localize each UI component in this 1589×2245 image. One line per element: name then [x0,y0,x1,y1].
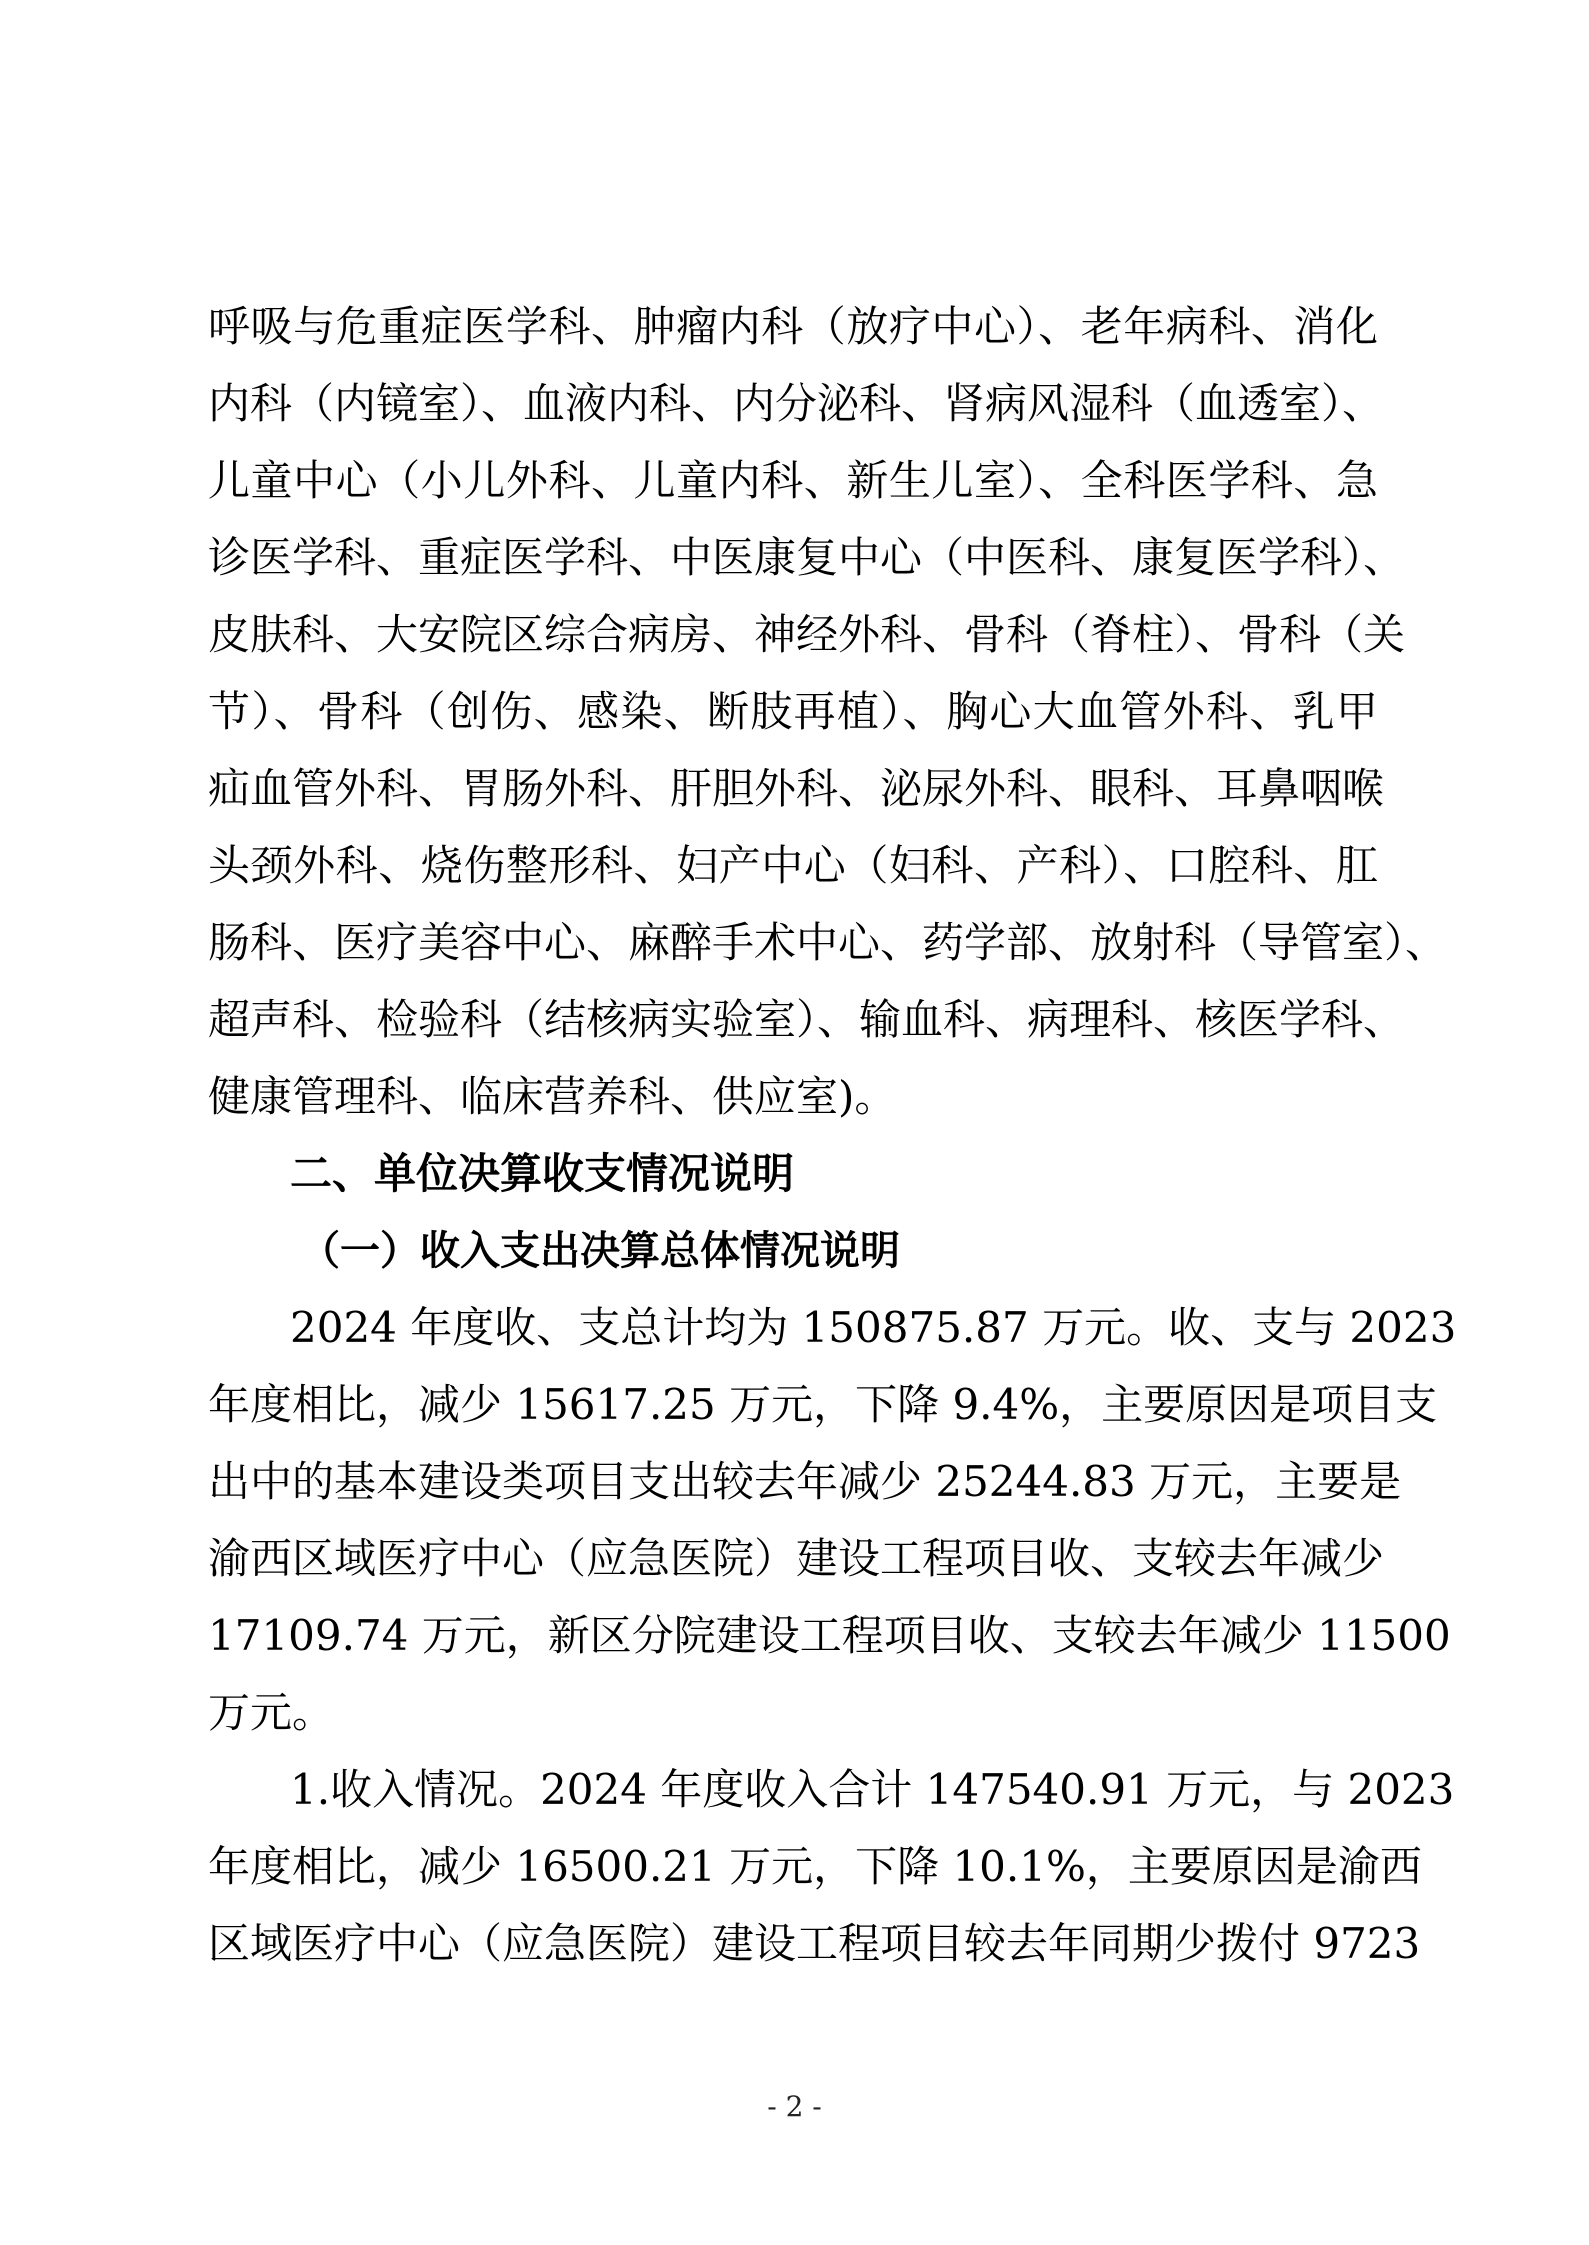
body-line: 超声科、检验科（结核病实验室）、输血科、病理科、核医学科、 [208,995,1406,1044]
paragraph-line: 年度相比，减少 15617.25 万元，下降 9.4%，主要原因是项目支 [208,1380,1438,1429]
body-line: 内科（内镜室）、血液内科、内分泌科、肾病风湿科（血透室）、 [208,379,1385,428]
body-line: 皮肤科、大安院区综合病房、神经外科、骨科（脊柱）、骨科（关 [208,610,1406,659]
paragraph-line: 年度相比，减少 16500.21 万元，下降 10.1%，主要原因是渝西 [208,1842,1422,1891]
paragraph-line: 1.收入情况。2024 年度收入合计 147540.91 万元，与 2023 [290,1765,1455,1814]
body-line: 诊医学科、重症医学科、中医康复中心（中医科、康复医学科）、 [208,533,1406,582]
sub-heading: （一）收入支出决算总体情况说明 [300,1227,900,1274]
paragraph-line: 17109.74 万元，新区分院建设工程项目收、支较去年减少 11500 [208,1611,1451,1660]
paragraph-line: 2024 年度收、支总计均为 150875.87 万元。收、支与 2023 [290,1303,1457,1352]
body-line: 呼吸与危重症医学科、肿瘤内科（放疗中心）、老年病科、消化 [208,302,1378,351]
section-heading: 二、单位决算收支情况说明 [290,1149,795,1198]
body-line: 肠科、医疗美容中心、麻醉手术中心、药学部、放射科（导管室）、 [208,918,1448,967]
paragraph-line: 万元。 [208,1688,335,1737]
body-line: 儿童中心（小儿外科、儿童内科、新生儿室）、全科医学科、急 [208,456,1378,505]
paragraph-line: 渝西区域医疗中心（应急医院）建设工程项目收、支较去年减少 [208,1534,1385,1583]
body-line: 头颈外科、烧伤整形科、妇产中心（妇科、产科）、口腔科、肛 [208,841,1378,890]
body-line: 节）、骨科（创伤、感染、断肢再植）、胸心大血管外科、乳甲 [208,687,1378,736]
body-line: 健康管理科、临床营养科、供应室)。 [208,1072,897,1121]
paragraph-line: 区域医疗中心（应急医院）建设工程项目较去年同期少拨付 9723 [208,1919,1421,1968]
page-number: - 2 - [767,2090,822,2123]
paragraph-line: 出中的基本建设类项目支出较去年减少 25244.83 万元，主要是 [208,1457,1402,1506]
body-line: 疝血管外科、胃肠外科、肝胆外科、泌尿外科、眼科、耳鼻咽喉 [208,764,1385,813]
